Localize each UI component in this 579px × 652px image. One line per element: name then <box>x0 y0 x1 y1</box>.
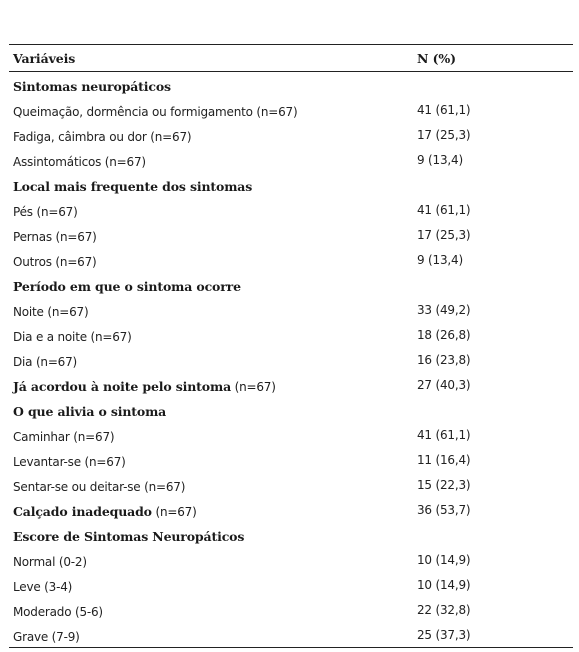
table-row <box>9 547 573 572</box>
variable-label: Outros (n=67) <box>13 255 97 269</box>
variable-label: Caminhar (n=67) <box>13 430 115 444</box>
variable-label-cell <box>13 197 78 222</box>
variable-label-cell <box>13 572 72 597</box>
variable-label: Sentar-se ou deitar-se (n=67) <box>13 480 186 494</box>
variable-label: Pernas (n=67) <box>13 230 97 244</box>
value-cell: 16 (23,8) <box>417 353 471 367</box>
value-cell: 41 (61,1) <box>417 103 471 117</box>
variable-label: Grave (7-9) <box>13 630 80 644</box>
variable-label-cell <box>13 422 114 447</box>
value-cell: 27 (40,3) <box>417 378 471 392</box>
variable-label-cell <box>13 147 146 172</box>
table-section-row <box>9 72 573 97</box>
variable-label: Noite (n=67) <box>13 305 89 319</box>
value-cell: 9 (13,4) <box>417 253 463 267</box>
value-cell: 17 (25,3) <box>417 228 471 242</box>
table-row <box>9 222 573 247</box>
table-row <box>9 147 573 172</box>
variable-label-cell <box>13 597 103 622</box>
variable-label-cell <box>13 97 297 122</box>
variable-label: Fadiga, câimbra ou dor (n=67) <box>13 130 192 144</box>
value-cell: 41 (61,1) <box>417 203 471 217</box>
variable-label-cell <box>13 347 77 372</box>
table-row <box>9 122 573 147</box>
table-row <box>9 622 573 647</box>
value-cell: 25 (37,3) <box>417 628 471 642</box>
section-label: Calçado inadequado <box>13 504 152 519</box>
value-cell: 15 (22,3) <box>417 478 471 492</box>
table-section-row <box>9 272 573 297</box>
table-row <box>9 247 573 272</box>
value-cell: 10 (14,9) <box>417 578 471 592</box>
variable-label: Pés (n=67) <box>13 205 78 219</box>
variable-label-cell <box>13 472 185 497</box>
table-row <box>9 197 573 222</box>
value-cell: 11 (16,4) <box>417 453 471 467</box>
section-label-cell <box>13 522 244 547</box>
variable-label-cell <box>13 447 126 472</box>
variable-label-cell <box>13 247 97 272</box>
section-label: Sintomas neuropáticos <box>13 79 171 94</box>
table-section-row <box>9 172 573 197</box>
value-cell: 22 (32,8) <box>417 603 471 617</box>
section-label-cell <box>13 372 276 397</box>
variable-label: Dia (n=67) <box>13 355 78 369</box>
variable-label-cell <box>13 322 132 347</box>
section-label-cell <box>13 172 252 197</box>
value-cell: 10 (14,9) <box>417 553 471 567</box>
section-label: Escore de Sintomas Neuropáticos <box>13 529 245 544</box>
section-label: Já acordou à noite pelo sintoma <box>13 379 232 394</box>
table-row <box>9 297 573 322</box>
section-label: Período em que o sintoma ocorre <box>13 279 241 294</box>
section-label: O que alivia o sintoma <box>13 404 167 419</box>
column-header-variaveis: Variáveis <box>13 51 76 66</box>
table-row <box>9 472 573 497</box>
table-row <box>9 597 573 622</box>
table-section-row <box>9 397 573 422</box>
table-row <box>9 422 573 447</box>
table-body <box>9 72 573 647</box>
variable-label: Moderado (5-6) <box>13 605 103 619</box>
variable-label-cell <box>13 122 191 147</box>
variable-label: Levantar-se (n=67) <box>13 455 126 469</box>
table-section-row <box>9 522 573 547</box>
section-label-cell <box>13 497 197 522</box>
variable-label: Queimação, dormência ou formigamento (n=67) <box>13 105 298 119</box>
value-cell: 33 (49,2) <box>417 303 471 317</box>
section-label-cell <box>13 272 241 297</box>
variable-label: Normal (0-2) <box>13 555 87 569</box>
variable-label-cell <box>13 622 80 647</box>
table-header-row <box>9 45 573 71</box>
table-row <box>9 572 573 597</box>
variable-label-cell <box>13 297 88 322</box>
column-header-n-percent: N (%) <box>417 51 456 66</box>
value-cell: 41 (61,1) <box>417 428 471 442</box>
section-label-cell <box>13 72 171 97</box>
value-cell: 9 (13,4) <box>417 153 463 167</box>
value-cell: 18 (26,8) <box>417 328 471 342</box>
table-row <box>9 322 573 347</box>
value-cell: 36 (53,7) <box>417 503 471 517</box>
variable-label-cell <box>13 547 87 572</box>
variable-label: Assintomáticos (n=67) <box>13 155 146 169</box>
section-label-cell <box>13 397 166 422</box>
table-bottom-rule <box>9 647 573 648</box>
sample-size-label: (n=67) <box>231 380 276 394</box>
table-section-row <box>9 497 573 522</box>
section-label: Local mais frequente dos sintomas <box>13 179 253 194</box>
table-section-row <box>9 372 573 397</box>
table-row <box>9 347 573 372</box>
sample-size-label: (n=67) <box>151 505 197 519</box>
variable-label: Dia e a noite (n=67) <box>13 330 132 344</box>
data-table <box>9 44 573 648</box>
variable-label-cell <box>13 222 97 247</box>
table-row <box>9 97 573 122</box>
value-cell: 17 (25,3) <box>417 128 471 142</box>
table-row <box>9 447 573 472</box>
variable-label: Leve (3-4) <box>13 580 73 594</box>
